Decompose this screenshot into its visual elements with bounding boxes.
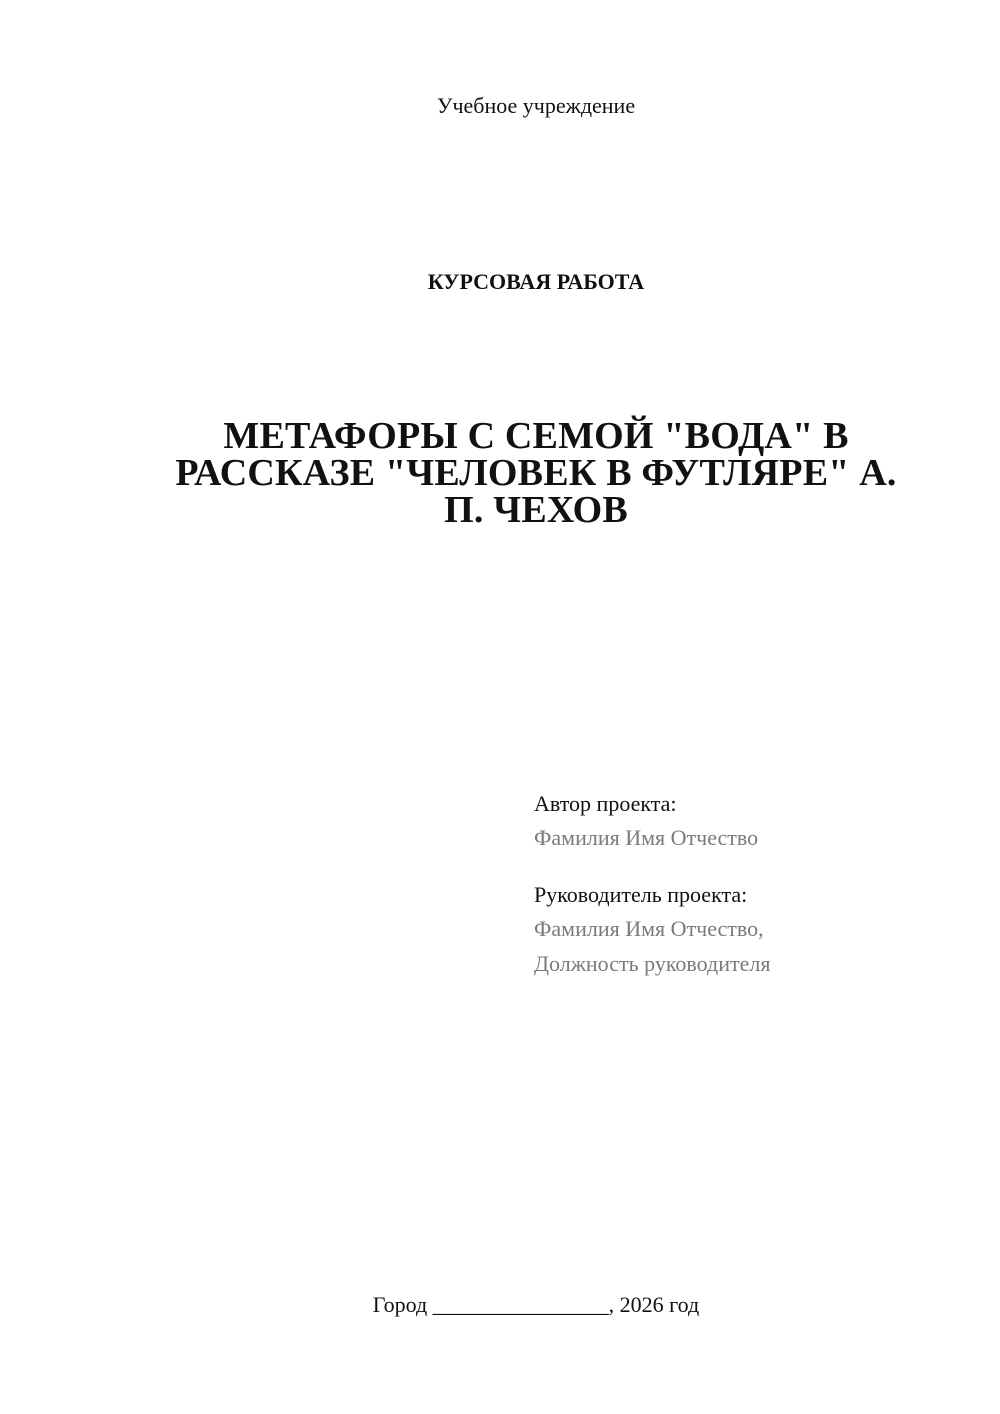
title-line: П. ЧЕХОВ: [444, 489, 628, 531]
author-label: Автор проекта:: [534, 791, 677, 816]
supervisor-name: Фамилия Имя Отчество,: [534, 916, 764, 941]
author-name: Фамилия Имя Отчество: [534, 825, 759, 850]
supervisor-label: Руководитель проекта:: [534, 882, 748, 907]
title-line: РАССКАЗЕ "ЧЕЛОВЕК В ФУТЛЯРЕ" А.: [175, 452, 897, 494]
supervisor-position: Должность руководителя: [534, 951, 771, 976]
document-title: [170, 415, 902, 531]
institution-name: Учебное учреждение: [436, 93, 636, 118]
city-year-footer: Город ________________, 2026 год: [372, 1292, 700, 1317]
work-type-heading: КУРСОВАЯ РАБОТА: [427, 269, 645, 294]
project-credits: [534, 788, 974, 981]
title-line: МЕТАФОРЫ С СЕМОЙ "ВОДА" В: [223, 415, 849, 457]
